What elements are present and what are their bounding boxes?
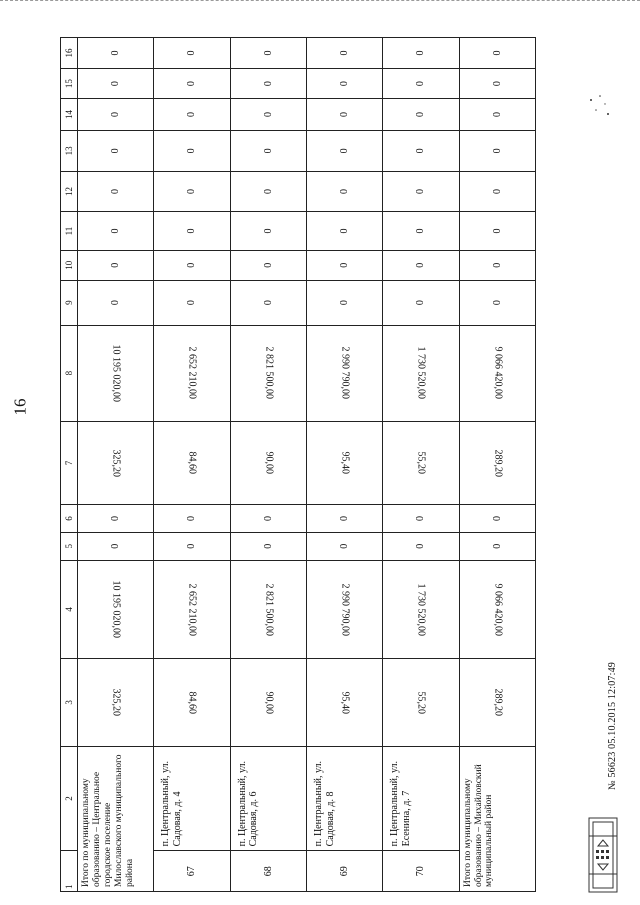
cost-cell	[307, 325, 383, 421]
cost-cell	[154, 325, 230, 421]
area-cell	[459, 421, 535, 504]
cost-cell	[459, 325, 535, 421]
value-cell: 0	[230, 131, 306, 172]
area-value: 90,00	[263, 451, 275, 475]
row-index: 67	[154, 851, 230, 892]
area-cell	[307, 421, 383, 504]
area-cell	[78, 659, 154, 747]
column-number: 16	[61, 38, 78, 69]
value-cell: 0	[459, 131, 535, 172]
area-value: 325,20	[110, 688, 122, 717]
column-number: 3	[61, 659, 78, 747]
cost-value: 2 821 500,00	[263, 583, 275, 636]
area-cell	[154, 659, 230, 747]
table-row	[307, 38, 383, 892]
column-number: 9	[61, 280, 78, 325]
value-cell: 0	[78, 171, 154, 212]
registration-stamp-text: № 56623 05.10.2015 12:07:49	[607, 662, 618, 790]
area-cell	[383, 421, 459, 504]
value-cell: 0	[307, 171, 383, 212]
value-cell: 0	[459, 38, 535, 69]
column-number: 8	[61, 325, 78, 421]
cost-cell	[78, 560, 154, 658]
column-number-row	[61, 38, 78, 892]
value-cell: 0	[383, 38, 459, 69]
value-cell: 0	[459, 280, 535, 325]
cost-cell	[383, 325, 459, 421]
area-value: 84,60	[186, 691, 198, 714]
value-cell: 0	[78, 505, 154, 533]
value-cell: 0	[78, 99, 154, 131]
column-number: 5	[61, 532, 78, 560]
row-address: п. Центральный, ул. Садовая, д. 4	[154, 746, 230, 851]
area-value: 84,60	[186, 451, 198, 475]
column-number: 6	[61, 505, 78, 533]
cost-cell	[78, 325, 154, 421]
area-cell	[230, 421, 306, 504]
cost-value: 2 990 790,00	[339, 583, 351, 636]
cost-value: 2 990 790,00	[339, 346, 351, 400]
area-value: 289,20	[492, 449, 504, 477]
area-cell	[459, 659, 535, 747]
column-number: 15	[61, 69, 78, 99]
cost-cell	[383, 560, 459, 658]
value-cell: 0	[154, 69, 230, 99]
cost-cell	[459, 560, 535, 658]
cost-value: 9 066 420,00	[492, 583, 504, 636]
value-cell: 0	[383, 212, 459, 250]
value-cell: 0	[78, 69, 154, 99]
value-cell: 0	[154, 532, 230, 560]
column-number: 1	[61, 851, 78, 892]
table-row	[154, 38, 230, 892]
cost-value: 2 652 210,00	[186, 583, 198, 636]
cost-value: 9 066 420,00	[492, 346, 504, 400]
value-cell: 0	[230, 38, 306, 69]
area-cell	[230, 659, 306, 747]
area-value: 55,20	[415, 691, 427, 714]
value-cell: 0	[78, 38, 154, 69]
value-cell: 0	[383, 532, 459, 560]
value-cell: 0	[383, 505, 459, 533]
cost-cell	[154, 560, 230, 658]
value-cell: 0	[307, 69, 383, 99]
area-value: 95,40	[339, 451, 351, 475]
row-index: 68	[230, 851, 306, 892]
value-cell: 0	[230, 212, 306, 250]
cost-cell	[307, 560, 383, 658]
area-value: 325,20	[110, 449, 122, 477]
total-label: Итого по муниципальному образованию – Михайловский муниципальный район	[459, 746, 535, 891]
value-cell: 0	[154, 505, 230, 533]
value-cell: 0	[307, 250, 383, 280]
cost-value: 1 730 520,00	[415, 346, 427, 400]
cost-value: 1 730 520,00	[415, 583, 427, 636]
column-number: 7	[61, 421, 78, 504]
value-cell: 0	[154, 38, 230, 69]
cost-value: 10 195 020,00	[110, 580, 122, 639]
value-cell: 0	[78, 131, 154, 172]
value-cell: 0	[459, 171, 535, 212]
value-cell: 0	[459, 505, 535, 533]
value-cell: 0	[459, 212, 535, 250]
value-cell: 0	[230, 532, 306, 560]
value-cell: 0	[307, 212, 383, 250]
area-value: 95,40	[339, 691, 351, 714]
value-cell: 0	[307, 505, 383, 533]
value-cell: 0	[230, 250, 306, 280]
cost-value: 10 195 020,00	[110, 344, 122, 402]
table-row	[383, 38, 459, 892]
value-cell: 0	[459, 532, 535, 560]
value-cell: 0	[78, 250, 154, 280]
value-cell: 0	[154, 131, 230, 172]
value-cell: 0	[307, 131, 383, 172]
value-cell: 0	[307, 532, 383, 560]
value-cell: 0	[383, 131, 459, 172]
column-number: 4	[61, 560, 78, 658]
cost-cell	[230, 325, 306, 421]
value-cell: 0	[154, 171, 230, 212]
column-number: 14	[61, 99, 78, 131]
value-cell: 0	[383, 69, 459, 99]
area-value: 55,20	[415, 451, 427, 475]
column-number: 12	[61, 171, 78, 212]
value-cell: 0	[459, 69, 535, 99]
area-cell	[307, 659, 383, 747]
total-row	[459, 38, 535, 892]
value-cell: 0	[383, 99, 459, 131]
value-cell: 0	[154, 280, 230, 325]
value-cell: 0	[459, 99, 535, 131]
area-value: 289,20	[492, 688, 504, 717]
column-number: 10	[61, 250, 78, 280]
value-cell: 0	[230, 505, 306, 533]
printer-stamp-icon	[586, 812, 620, 898]
row-index: 70	[383, 851, 459, 892]
data-table	[60, 37, 536, 892]
value-cell: 0	[307, 280, 383, 325]
column-number: 13	[61, 131, 78, 172]
row-address: п. Центральный, ул. Есенина, д. 7	[383, 746, 459, 851]
value-cell: 0	[383, 250, 459, 280]
table-row	[230, 38, 306, 892]
value-cell: 0	[78, 280, 154, 325]
value-cell: 0	[383, 171, 459, 212]
value-cell: 0	[154, 99, 230, 131]
total-label: Итого по муниципальному образованию – Центральное городское поселение Милославского муниципального района	[78, 746, 154, 891]
value-cell: 0	[459, 250, 535, 280]
cost-value: 2 821 500,00	[263, 346, 275, 400]
row-index: 69	[307, 851, 383, 892]
value-cell: 0	[78, 532, 154, 560]
value-cell: 0	[230, 280, 306, 325]
column-number: 2	[61, 746, 78, 851]
column-number: 11	[61, 212, 78, 250]
row-address: п. Центральный, ул. Садовая, д. 8	[307, 746, 383, 851]
value-cell: 0	[230, 99, 306, 131]
area-value: 90,00	[263, 691, 275, 714]
rotated-table-wrapper	[60, 37, 536, 892]
value-cell: 0	[383, 280, 459, 325]
value-cell: 0	[230, 171, 306, 212]
value-cell: 0	[78, 212, 154, 250]
scan-top-edge	[0, 0, 640, 7]
cost-value: 2 652 210,00	[186, 346, 198, 400]
page-number: 16	[10, 398, 30, 416]
value-cell: 0	[154, 250, 230, 280]
value-cell: 0	[307, 38, 383, 69]
total-row	[78, 38, 154, 892]
value-cell: 0	[307, 99, 383, 131]
value-cell: 0	[230, 69, 306, 99]
value-cell: 0	[154, 212, 230, 250]
area-cell	[383, 659, 459, 747]
area-cell	[154, 421, 230, 504]
cost-cell	[230, 560, 306, 658]
scan-speckles	[588, 92, 612, 118]
area-cell	[78, 421, 154, 504]
row-address: п. Центральный, ул. Садовая, д. 6	[230, 746, 306, 851]
